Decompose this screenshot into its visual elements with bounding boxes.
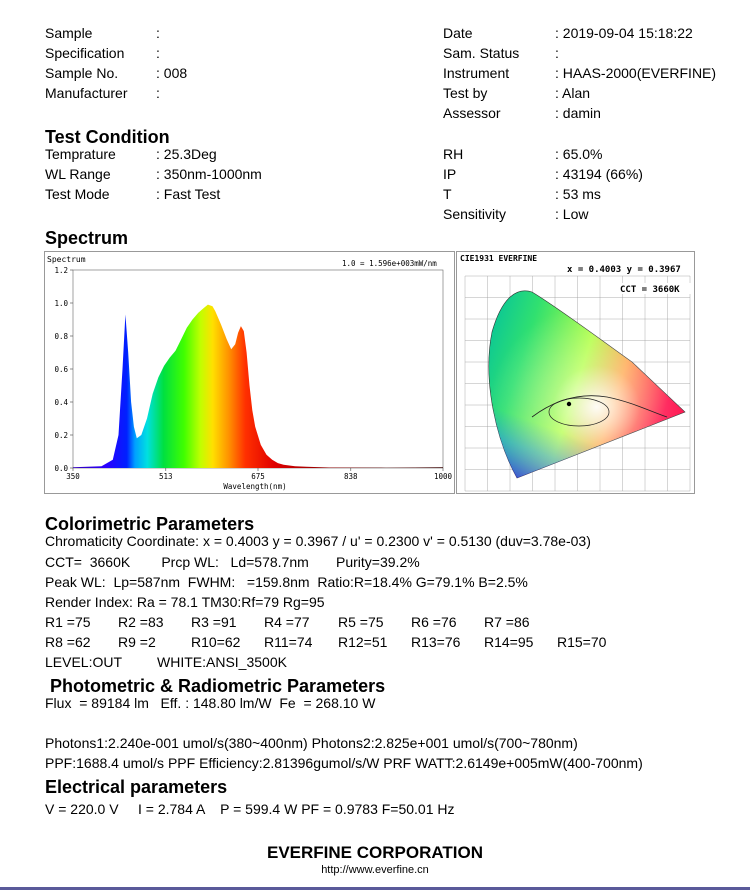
y-tick-label: 0.2 xyxy=(54,431,68,440)
level-text: LEVEL:OUT xyxy=(45,654,123,670)
spectrum-heading: Spectrum xyxy=(45,228,129,248)
specification-value: : xyxy=(156,45,160,61)
test-by-value: : Alan xyxy=(555,85,591,101)
peak-wl-line: Peak WL: Lp=587nm FWHM: =159.8nm Ratio:R=18.4% G=79.1% B=2.5% xyxy=(45,574,528,590)
cie-cct: CCT = 3660K xyxy=(620,285,680,295)
manufacturer-label: Manufacturer xyxy=(45,85,128,101)
instrument-label: Instrument xyxy=(443,65,510,81)
r-value: R11=74 xyxy=(264,634,313,650)
date-label: Date xyxy=(443,25,473,41)
x-tick-label: 675 xyxy=(251,472,265,481)
sam-status-value: : xyxy=(555,45,559,61)
sample-value: : xyxy=(156,25,160,41)
r-value: R9 =2 xyxy=(118,634,156,650)
test-mode-label: Test Mode xyxy=(45,186,110,202)
company-url: http://www.everfine.cn xyxy=(321,864,429,876)
electrical-heading: Electrical parameters xyxy=(45,777,228,797)
r-value: R7 =86 xyxy=(484,614,530,630)
assessor-label: Assessor xyxy=(443,105,501,121)
company-name: EVERFINE CORPORATION xyxy=(267,843,483,862)
date-value: : 2019-09-04 15:18:22 xyxy=(555,25,693,41)
wl-range-value: : 350nm-1000nm xyxy=(156,166,262,182)
cie-title: CIE1931 EVERFINE xyxy=(460,254,538,263)
cie-marker xyxy=(567,402,571,406)
sensitivity-label: Sensitivity xyxy=(443,206,507,222)
test-mode-value: : Fast Test xyxy=(156,186,221,202)
x-tick-label: 513 xyxy=(159,472,173,481)
white-text: WHITE:ANSI_3500K xyxy=(157,654,287,670)
spectrum-chart xyxy=(44,251,455,494)
r-value: R5 =75 xyxy=(338,614,384,630)
assessor-value: : damin xyxy=(555,105,601,121)
spectrum-svg xyxy=(45,252,454,493)
sample-label: Sample xyxy=(45,25,93,41)
temperature-label: Temprature xyxy=(45,146,116,162)
r-value: R6 =76 xyxy=(411,614,457,630)
t-label: T xyxy=(443,186,452,202)
y-tick-label: 0.6 xyxy=(54,365,68,374)
cie-chart xyxy=(456,251,695,494)
t-value: : 53 ms xyxy=(555,186,601,202)
r-value: R12=51 xyxy=(338,634,388,650)
y-tick-label: 0.0 xyxy=(54,464,68,473)
cct-line: CCT= 3660K Prcp WL: Ld=578.7nm Purity=39.2% xyxy=(45,554,420,570)
r-value: R13=76 xyxy=(411,634,461,650)
sample-no-value: : 008 xyxy=(156,65,188,81)
render-index-line: Render Index: Ra = 78.1 TM30:Rf=79 Rg=95 xyxy=(45,594,325,610)
photons-line: Photons1:2.240e-001 umol/s(380~400nm) Photons2:2.825e+001 umol/s(700~780nm) xyxy=(45,735,578,751)
r-value: R3 =91 xyxy=(191,614,237,630)
y-tick-label: 1.0 xyxy=(54,299,68,308)
x-tick-label: 1000 xyxy=(433,472,453,481)
spectrum-xlabel: Wavelength(nm) xyxy=(223,482,287,491)
rh-label: RH xyxy=(443,146,464,162)
sensitivity-value: : Low xyxy=(555,206,589,222)
cie-svg xyxy=(457,252,694,493)
flux-line: Flux = 89184 lm Eff. : 148.80 lm/W Fe = 268.10 W xyxy=(45,695,376,711)
sam-status-label: Sam. Status xyxy=(443,45,520,61)
photometric-heading: Photometric & Radiometric Parameters xyxy=(50,676,386,696)
instrument-value: : HAAS-2000(EVERFINE) xyxy=(555,65,717,81)
specification-label: Specification xyxy=(45,45,125,61)
test-condition-heading: Test Condition xyxy=(45,127,170,147)
chromaticity-line: Chromaticity Coordinate: x = 0.4003 y = 0.3967 / u' = 0.2300 v' = 0.5130 (duv=3.78e-03) xyxy=(45,533,591,549)
spectrum-curve xyxy=(73,305,443,468)
cie-coords: x = 0.4003 y = 0.3967 xyxy=(567,265,681,275)
r-value: R14=95 xyxy=(484,634,534,650)
spectrum-annotation: 1.0 = 1.596e+003mW/nm xyxy=(342,259,437,268)
r-value: R15=70 xyxy=(557,634,607,650)
manufacturer-value: : xyxy=(156,85,160,101)
r-value: R10=62 xyxy=(191,634,241,650)
wl-range-label: WL Range xyxy=(45,166,111,182)
r-value: R8 =62 xyxy=(45,634,91,650)
footer-rule xyxy=(0,887,750,890)
spectrum-chart-title: Spectrum xyxy=(47,255,86,264)
ip-label: IP xyxy=(443,166,457,182)
y-tick-label: 0.4 xyxy=(54,398,68,407)
rh-value: : 65.0% xyxy=(555,146,603,162)
r-value: R1 =75 xyxy=(45,614,91,630)
x-tick-label: 838 xyxy=(344,472,358,481)
r-value: R4 =77 xyxy=(264,614,310,630)
r-value: R2 =83 xyxy=(118,614,164,630)
x-tick-label: 350 xyxy=(66,472,80,481)
ip-value: : 43194 (66%) xyxy=(555,166,643,182)
sample-no-label: Sample No. xyxy=(45,65,119,81)
temperature-value: : 25.3Deg xyxy=(156,146,217,162)
y-tick-label: 0.8 xyxy=(54,332,68,341)
y-tick-label: 1.2 xyxy=(54,266,68,275)
ppf-line: PPF:1688.4 umol/s PPF Efficiency:2.81396gumol/s/W PRF WATT:2.6149e+005mW(400-700nm) xyxy=(45,755,643,771)
electrical-line: V = 220.0 V I = 2.784 A P = 599.4 W PF = 0.9783 F=50.01 Hz xyxy=(45,801,455,817)
test-by-label: Test by xyxy=(443,85,488,101)
colorimetric-heading: Colorimetric Parameters xyxy=(45,514,255,534)
